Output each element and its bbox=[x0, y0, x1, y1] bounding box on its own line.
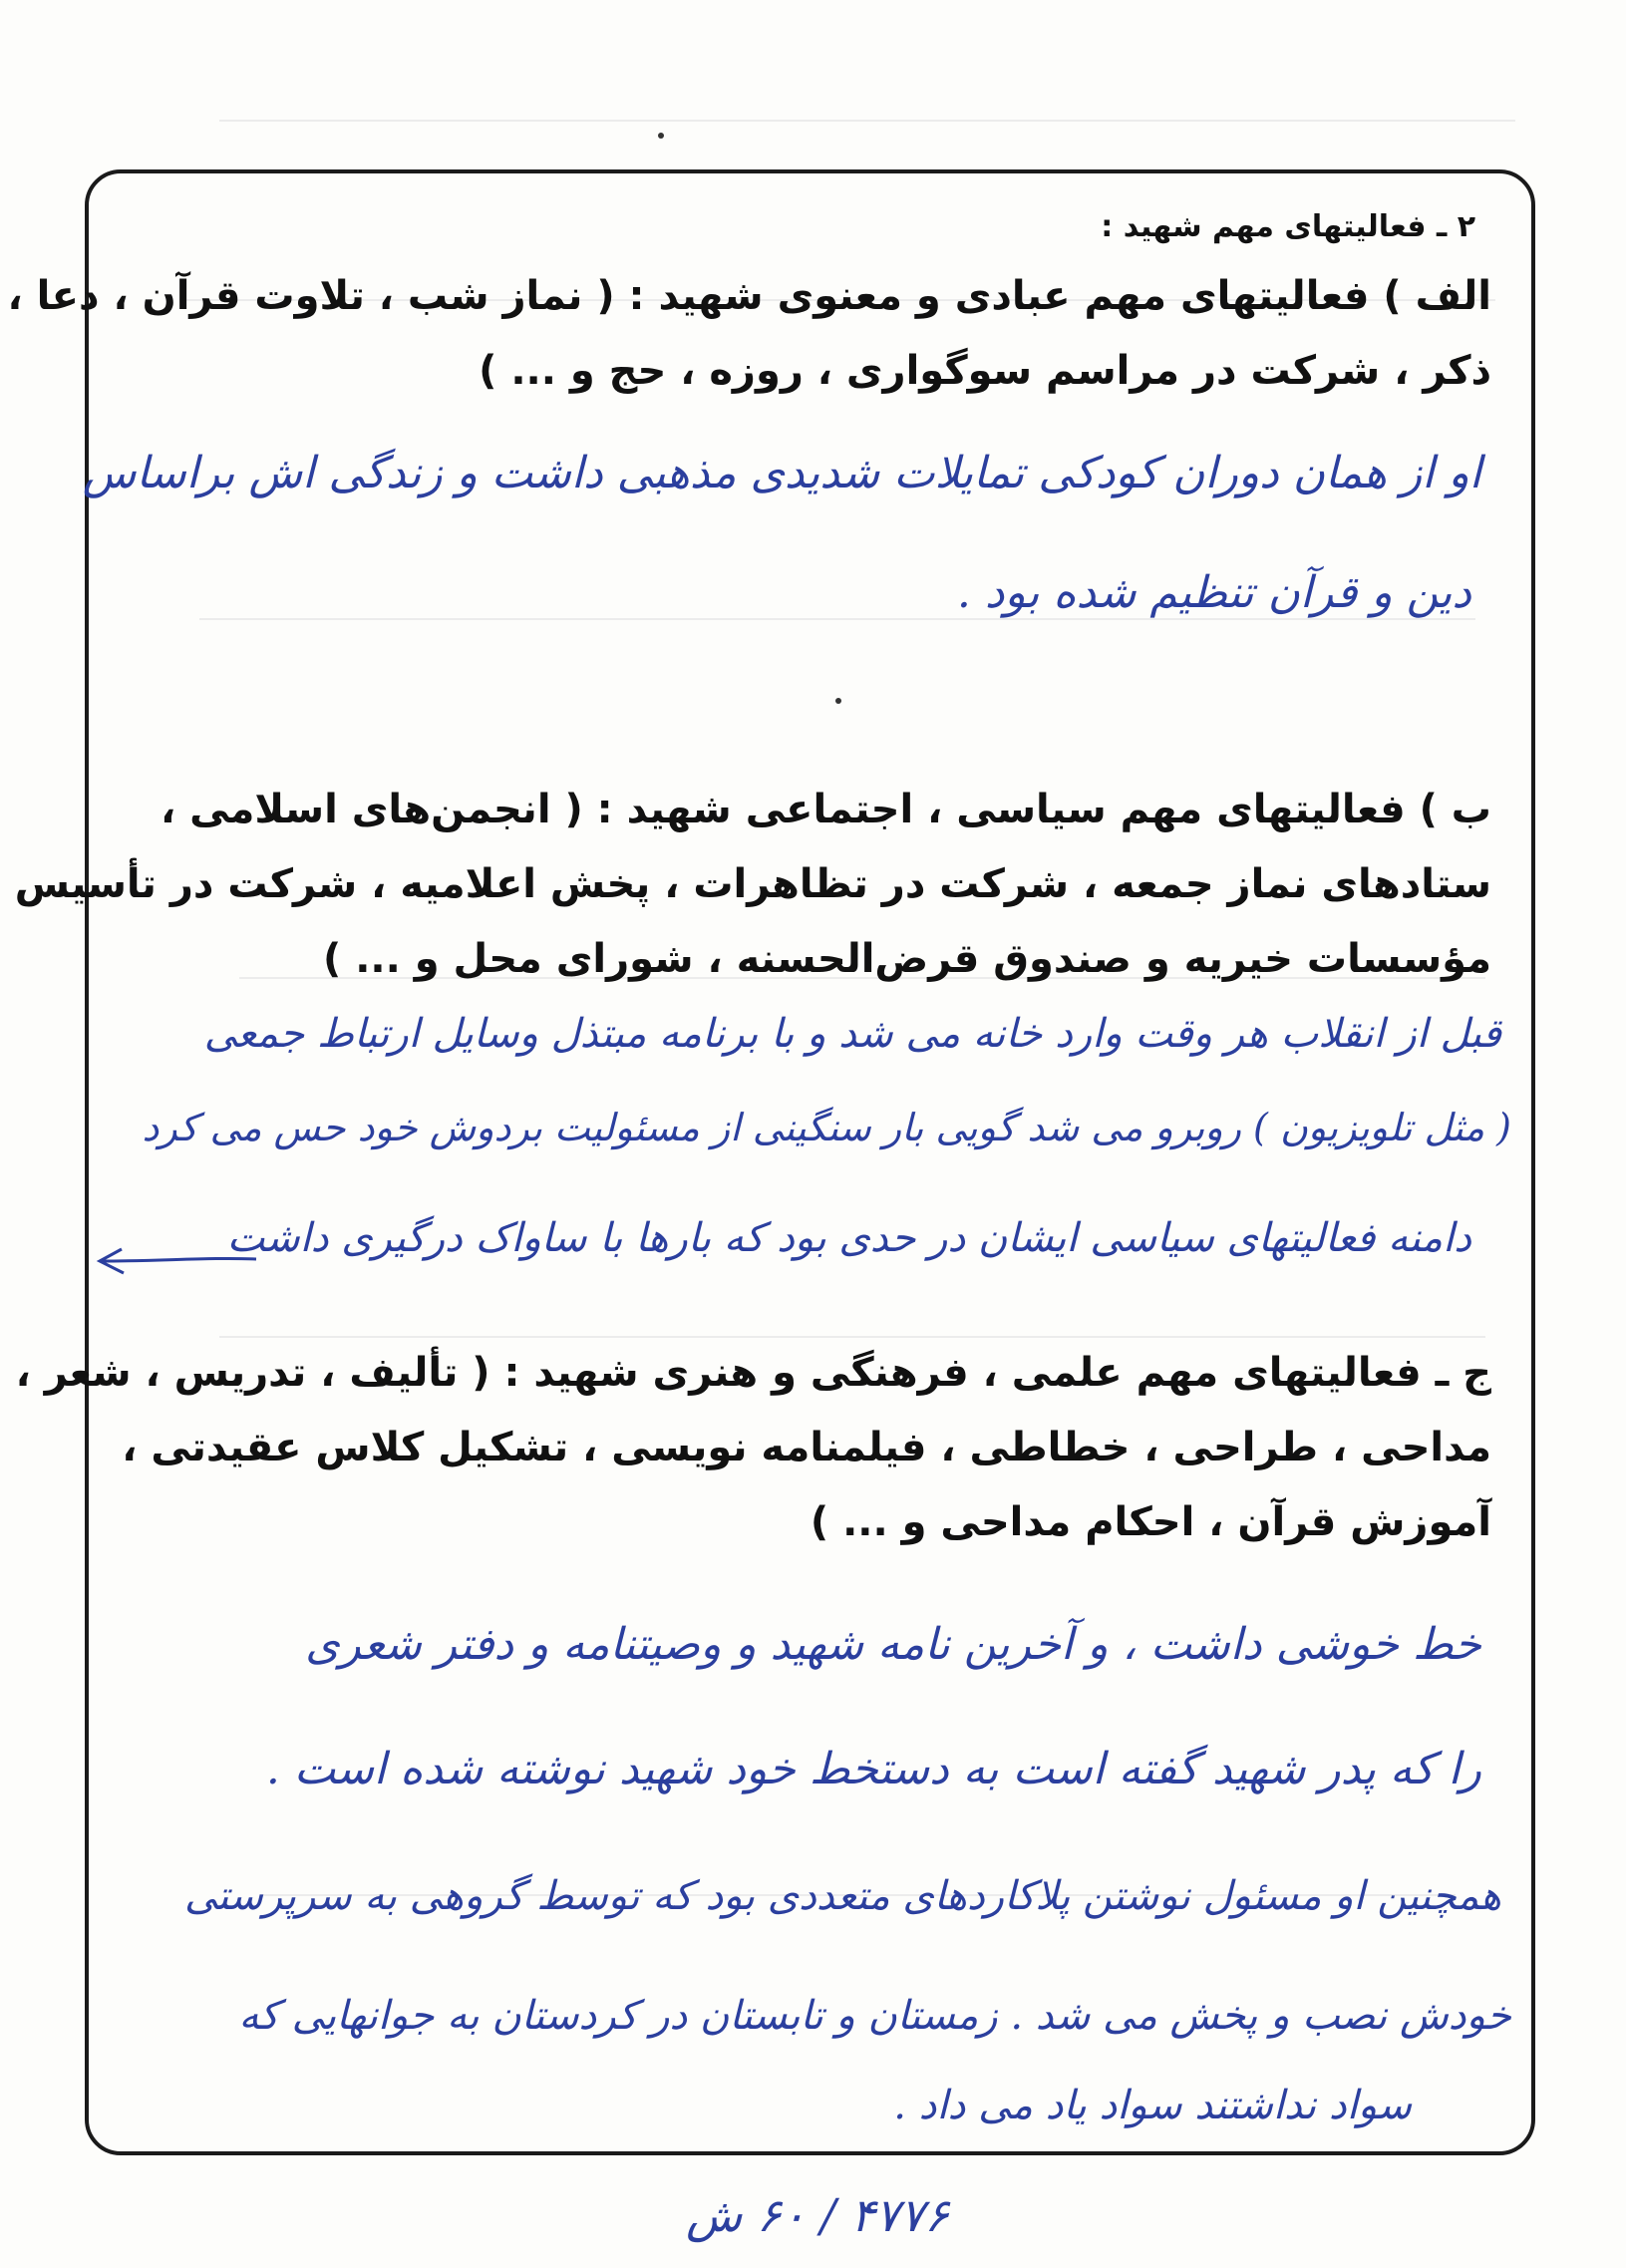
section-c-printed-line-2: مداحی ، طراحی ، خطاطی ، فیلمنامه نویسی ، تشکیل کلاس عقیدتی ، bbox=[122, 1425, 1491, 1470]
section-b-handwritten-line-1: قبل از انقلاب هر وقت وارد خانه می شد و با برنامه مبتذل وسایل ارتباط جمعی bbox=[203, 1011, 1501, 1057]
section-c-handwritten-line-1: خط خوشی داشت ، و آخرین نامه شهید و وصیتنامه و دفتر شعری bbox=[305, 1619, 1481, 1670]
section-b-printed-line-3: مؤسسات خیریه و صندوق قرض‌الحسنه ، شورای محل و ... ) bbox=[322, 936, 1491, 982]
section-heading: ۲ ـ فعالیتهای مهم شهید : bbox=[1101, 209, 1475, 244]
section-a-handwritten-line-2: دین و قرآن تنظیم شده بود . bbox=[956, 567, 1471, 618]
speck bbox=[658, 133, 664, 139]
section-c-printed-line-3: آموزش قرآن ، احکام مداحی و ... ) bbox=[810, 1499, 1491, 1545]
bleed-through-line bbox=[219, 120, 1515, 122]
section-b-handwritten-line-3: دامنه فعالیتهای سیاسی ایشان در حدی بود که بارها با ساواک درگیری داشت bbox=[226, 1215, 1471, 1261]
section-b-printed-line-2: ستادهای نماز جمعه ، شرکت در تظاهرات ، پخش اعلامیه ، شرکت در تأسیس bbox=[14, 861, 1491, 907]
section-a-printed-line-2: ذکر ، شرکت در مراسم سوگواری ، روزه ، حج و ... ) bbox=[479, 348, 1491, 394]
section-a-handwritten-line-1: او از همان دوران کودکی تمایلات شدیدی مذهبی داشت و زندگی اش براساس bbox=[82, 448, 1481, 498]
bordered-frame bbox=[7, 169, 1535, 2155]
archive-number: ۴۷۷۶ / ۶۰ ش bbox=[686, 2188, 949, 2242]
section-b-printed-line-1: ب ) فعالیتهای مهم سیاسی ، اجتماعی شهید : ( انجمن‌های اسلامی ، bbox=[161, 787, 1491, 832]
section-c-handwritten-line-5: سواد نداشتند سواد یاد می داد . bbox=[893, 2083, 1412, 2128]
left-arrow-icon bbox=[92, 1241, 261, 1281]
section-c-handwritten-line-4: خودش نصب و پخش می شد . زمستان و تابستان در کردستان به جوانهایی که bbox=[238, 1993, 1511, 2039]
section-c-handwritten-line-2: را که پدر شهید گفته است به دستخط خود شهید نوشته شده است . bbox=[265, 1744, 1481, 1794]
section-b-handwritten-line-2: ( مثل تلویزیون ) روبرو می شد گویی بار سنگینی از مسئولیت بردوش خود حس می کرد bbox=[142, 1106, 1511, 1149]
section-a-printed-line-1: الف ) فعالیتهای مهم عبادی و معنوی شهید : ( نماز شب ، تلاوت قرآن ، دعا ، bbox=[7, 273, 1491, 319]
section-c-handwritten-line-3: همچنین او مسئول نوشتن پلاکاردهای متعددی بود که توسط گروهی به سرپرستی bbox=[183, 1873, 1501, 1919]
speck bbox=[835, 698, 841, 704]
section-c-printed-line-1: ج ـ فعالیتهای مهم علمی ، فرهنگی و هنری شهید : ( تألیف ، تدریس ، شعر ، bbox=[15, 1350, 1491, 1396]
